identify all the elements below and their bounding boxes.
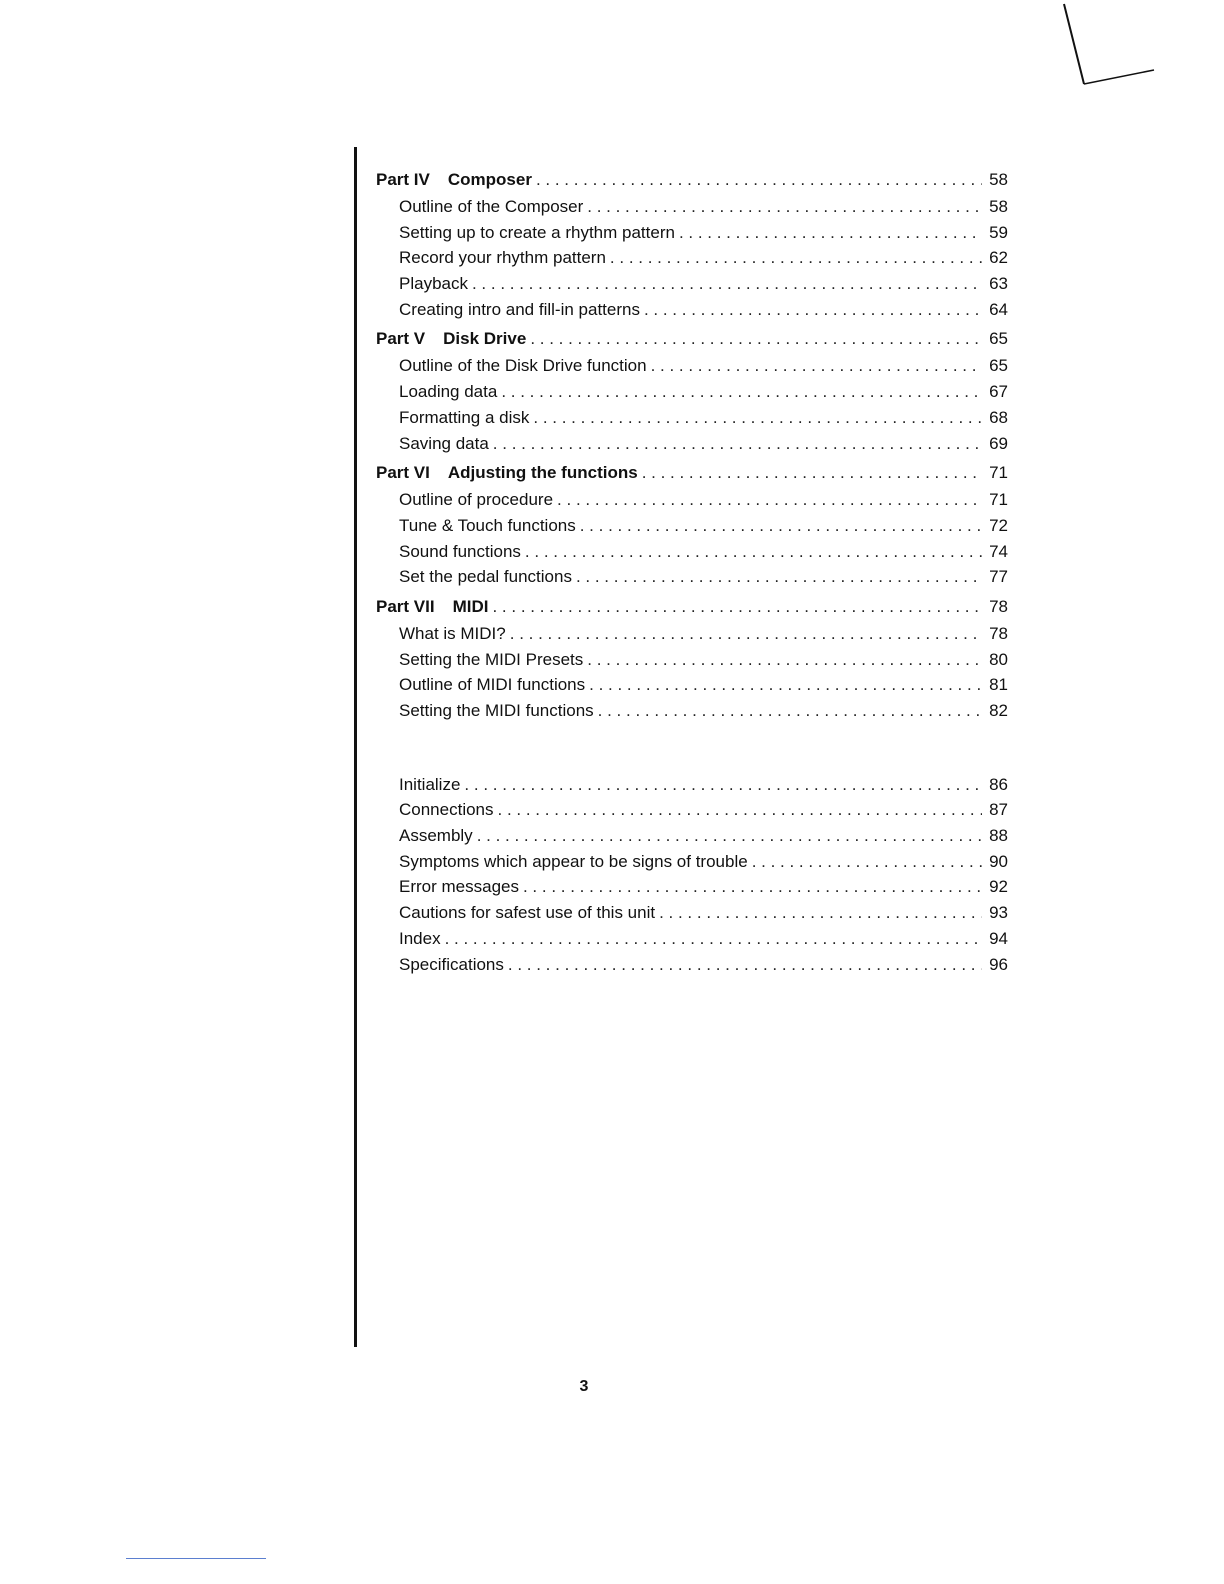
page-ref: 65 bbox=[989, 356, 1008, 376]
page-ref: 71 bbox=[989, 490, 1008, 510]
page-ref: 96 bbox=[989, 954, 1008, 974]
leader-dots bbox=[644, 297, 982, 323]
leader-dots bbox=[580, 513, 982, 539]
leader-dots bbox=[598, 698, 982, 724]
toc-entry[interactable] bbox=[376, 513, 1008, 539]
leader-dots bbox=[464, 772, 982, 798]
entry-label: Initialize bbox=[399, 774, 461, 794]
page-ref: 72 bbox=[989, 515, 1008, 535]
page-ref: 92 bbox=[989, 877, 1008, 897]
toc-entry[interactable] bbox=[376, 297, 1008, 323]
leader-dots bbox=[510, 621, 982, 647]
toc-appendix bbox=[376, 772, 1008, 978]
toc-part-vi bbox=[376, 459, 1008, 590]
leader-dots bbox=[445, 926, 982, 952]
entry-label: Error messages bbox=[399, 877, 519, 897]
toc-part-vii bbox=[376, 593, 1008, 724]
toc-entry[interactable] bbox=[376, 405, 1008, 431]
entry-label: Creating intro and fill-in patterns bbox=[399, 299, 640, 319]
leader-dots bbox=[477, 823, 982, 849]
toc-entry[interactable] bbox=[376, 952, 1008, 978]
part-number: Part V bbox=[376, 329, 426, 349]
page-ref: 88 bbox=[989, 826, 1008, 846]
toc-entry[interactable] bbox=[376, 220, 1008, 246]
page-ref: 62 bbox=[989, 248, 1008, 268]
entry-label: Tune & Touch functions bbox=[399, 515, 576, 535]
leader-dots bbox=[525, 539, 982, 565]
toc-entry[interactable] bbox=[376, 797, 1008, 823]
part-number: Part IV bbox=[376, 170, 430, 189]
toc-entry[interactable] bbox=[376, 379, 1008, 405]
page-ref: 67 bbox=[989, 382, 1008, 402]
entry-label: Cautions for safest use of this unit bbox=[399, 903, 656, 923]
leader-dots bbox=[679, 220, 982, 246]
entry-label: Setting up to create a rhythm pattern bbox=[399, 222, 675, 242]
toc-entry[interactable] bbox=[376, 539, 1008, 565]
table-of-contents bbox=[376, 166, 1008, 980]
leader-dots bbox=[501, 379, 982, 405]
toc-entry[interactable] bbox=[376, 353, 1008, 379]
entry-label: Outline of MIDI functions bbox=[399, 675, 586, 695]
part-heading[interactable] bbox=[376, 325, 1008, 353]
page-ref: 64 bbox=[989, 299, 1008, 319]
page-ref: 78 bbox=[989, 596, 1008, 616]
entry-label: Playback bbox=[399, 274, 468, 294]
leader-dots bbox=[587, 194, 982, 220]
entry-label: Index bbox=[399, 928, 441, 948]
leader-dots bbox=[530, 325, 982, 353]
page-ref: 94 bbox=[989, 928, 1008, 948]
entry-label: Set the pedal functions bbox=[399, 567, 572, 587]
leader-dots bbox=[752, 849, 982, 875]
entry-label: Outline of the Disk Drive function bbox=[399, 356, 647, 376]
page-ref: 82 bbox=[989, 701, 1008, 720]
page-ref: 71 bbox=[989, 463, 1008, 483]
entry-label: Setting the MIDI functions bbox=[399, 701, 594, 720]
page-ref: 63 bbox=[989, 274, 1008, 294]
toc-entry[interactable] bbox=[376, 245, 1008, 271]
page-ref: 59 bbox=[989, 222, 1008, 242]
toc-part-iv bbox=[376, 166, 1008, 322]
toc-entry[interactable] bbox=[376, 772, 1008, 798]
part-title: Disk Drive bbox=[443, 329, 527, 349]
toc-part-v bbox=[376, 325, 1008, 456]
leader-dots bbox=[557, 487, 982, 513]
entry-label: Record your rhythm pattern bbox=[399, 248, 606, 268]
part-title: Adjusting the functions bbox=[447, 463, 638, 483]
toc-entry[interactable] bbox=[376, 647, 1008, 673]
page-ref: 58 bbox=[989, 197, 1008, 216]
leader-dots bbox=[536, 166, 982, 194]
leader-dots bbox=[642, 459, 982, 487]
toc-entry[interactable] bbox=[376, 849, 1008, 875]
toc-entry[interactable] bbox=[376, 487, 1008, 513]
page-ref: 90 bbox=[989, 851, 1008, 871]
page-number: 3 bbox=[579, 1378, 589, 1395]
toc-entry[interactable] bbox=[376, 900, 1008, 926]
part-heading[interactable] bbox=[376, 166, 1008, 194]
page-ref: 78 bbox=[989, 623, 1008, 643]
page-ref: 86 bbox=[989, 774, 1008, 794]
entry-label: Outline of the Composer bbox=[399, 197, 584, 216]
part-title: Composer bbox=[447, 170, 532, 189]
leader-dots bbox=[492, 593, 982, 621]
part-heading[interactable] bbox=[376, 593, 1008, 621]
leader-dots bbox=[576, 564, 982, 590]
entry-label: Loading data bbox=[399, 382, 498, 402]
toc-entry[interactable] bbox=[376, 823, 1008, 849]
page-ref: 65 bbox=[989, 329, 1008, 349]
leader-dots bbox=[587, 647, 982, 673]
entry-label: Saving data bbox=[399, 433, 489, 453]
leader-dots bbox=[659, 900, 982, 926]
toc-entry[interactable] bbox=[376, 672, 1008, 698]
entry-label: Setting the MIDI Presets bbox=[399, 649, 584, 669]
page-ref: 68 bbox=[989, 407, 1008, 427]
part-heading[interactable] bbox=[376, 459, 1008, 487]
leader-dots bbox=[523, 874, 982, 900]
leader-dots bbox=[651, 353, 982, 379]
leader-dots bbox=[589, 672, 982, 698]
page-ref: 87 bbox=[989, 800, 1008, 820]
entry-label: Connections bbox=[399, 800, 494, 820]
page-ref: 69 bbox=[989, 433, 1008, 453]
toc-entry[interactable] bbox=[376, 431, 1008, 457]
leader-dots bbox=[508, 952, 982, 978]
toc-entry[interactable] bbox=[376, 271, 1008, 297]
corner-scan-mark bbox=[1044, 0, 1164, 105]
toc-entry[interactable] bbox=[376, 926, 1008, 952]
entry-label: Symptoms which appear to be signs of trouble bbox=[399, 851, 748, 871]
leader-dots bbox=[533, 405, 982, 431]
page-ref: 58 bbox=[989, 170, 1008, 189]
toc-entry[interactable] bbox=[376, 621, 1008, 647]
page-ref: 74 bbox=[989, 541, 1008, 561]
entry-label: What is MIDI? bbox=[399, 623, 506, 643]
toc-entry[interactable] bbox=[376, 698, 1008, 724]
page-ref: 81 bbox=[989, 675, 1008, 695]
toc-entry[interactable] bbox=[376, 194, 1008, 220]
page-ref: 80 bbox=[989, 649, 1008, 669]
entry-label: Assembly bbox=[399, 826, 473, 846]
leader-dots bbox=[472, 271, 982, 297]
entry-label: Sound functions bbox=[399, 541, 521, 561]
toc-entry[interactable] bbox=[376, 564, 1008, 590]
entry-label: Formatting a disk bbox=[399, 407, 530, 427]
leader-dots bbox=[498, 797, 982, 823]
toc-entry[interactable] bbox=[376, 874, 1008, 900]
left-margin-rule bbox=[354, 147, 357, 1347]
page-ref: 77 bbox=[989, 567, 1008, 587]
part-number: Part VI bbox=[376, 463, 430, 483]
footer-rule bbox=[126, 1558, 266, 1559]
part-number: Part VII bbox=[376, 596, 435, 616]
leader-dots bbox=[610, 245, 982, 271]
page-ref: 93 bbox=[989, 903, 1008, 923]
entry-label: Specifications bbox=[399, 954, 504, 974]
part-title: MIDI bbox=[452, 596, 489, 616]
entry-label: Outline of procedure bbox=[399, 490, 554, 510]
leader-dots bbox=[493, 431, 982, 457]
